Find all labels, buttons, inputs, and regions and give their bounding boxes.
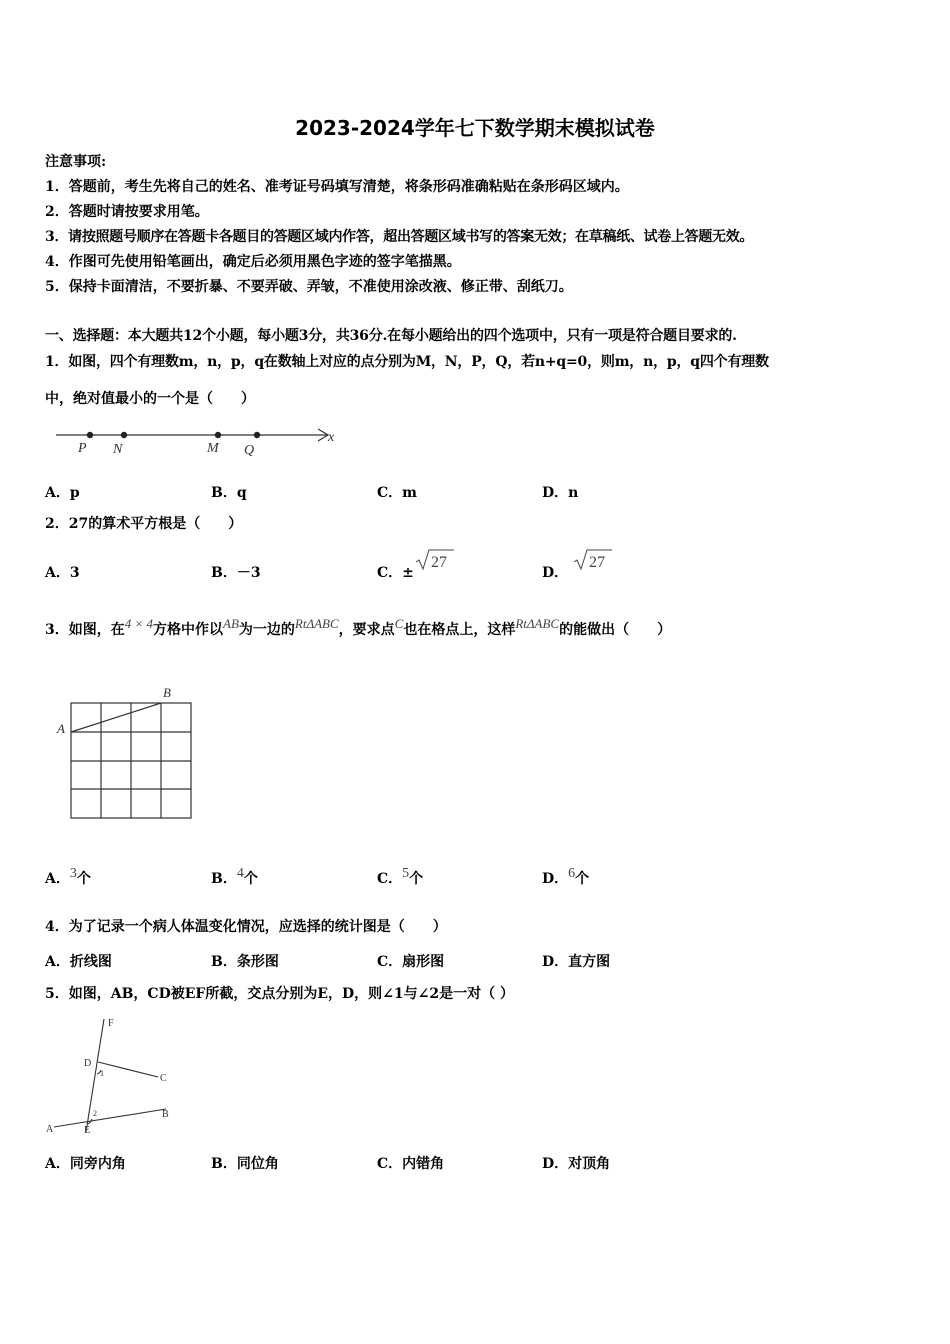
- label-c: C: [160, 1073, 167, 1084]
- q3-math-triangle-2: RtΔABC: [515, 616, 560, 631]
- notice-heading: 注意事项:: [45, 154, 107, 170]
- point-n-label: N: [113, 442, 123, 457]
- q5-option-b[interactable]: B．同位角: [211, 1156, 279, 1172]
- q5-option-c[interactable]: C．内错角: [377, 1156, 445, 1172]
- q5-option-a[interactable]: A．同旁内角: [45, 1156, 126, 1172]
- q1-option-a[interactable]: A．p: [45, 485, 80, 501]
- q5-stem: 5．如图，AB，CD被EF所截，交点分别为E，D，则∠1与∠2是一对（ ）: [45, 986, 514, 1002]
- q2-option-d-radical: [573, 548, 613, 572]
- q4-option-d[interactable]: D．直方图: [542, 954, 611, 970]
- q1-option-d[interactable]: D．n: [542, 485, 579, 501]
- q4-option-c[interactable]: C．扇形图: [377, 954, 445, 970]
- label-e: E: [84, 1125, 91, 1136]
- label-angle-2: 2: [93, 1109, 97, 1118]
- q3-grid-figure: [52, 682, 202, 827]
- q3-math-grid: 4 × 4: [124, 616, 154, 631]
- grid-label-a: A: [57, 721, 65, 736]
- q2-option-d-label: D．: [542, 565, 569, 581]
- axis-x-label: x: [328, 430, 335, 445]
- notice-item-5: 5．保持卡面清洁，不要折暴、不要弄破、弄皱，不准使用涂改液、修正带、刮纸刀。: [45, 279, 573, 295]
- q2-option-d-radicand: 27: [589, 554, 605, 571]
- q3-math-triangle: RtΔABC: [294, 616, 339, 631]
- q4-option-b[interactable]: B．条形图: [211, 954, 279, 970]
- notice-item-3: 3．请按照题号顺序在答题卡各题目的答题区域内作答，超出答题区域书写的答案无效；在草稿纸、试卷上答题无效。: [45, 229, 754, 245]
- q2-option-c-radicand: 27: [431, 554, 447, 571]
- point-m-label: M: [207, 441, 219, 456]
- point-p-label: P: [78, 441, 87, 456]
- q2-option-c-label: C．±: [377, 565, 414, 581]
- grid-label-b: B: [163, 685, 171, 700]
- notice-item-1: 1．答题前，考生先将自己的姓名、准考证号码填写清楚，将条形码准确粘贴在条形码区域内。: [45, 179, 629, 195]
- label-d: D: [84, 1058, 92, 1069]
- q3-option-d[interactable]: D．6个: [542, 866, 590, 887]
- label-f: F: [108, 1018, 114, 1029]
- section-heading: 一、选择题：本大题共12个小题，每小题3分，共36分.在每小题给出的四个选项中，只有一项是符合题目要求的.: [45, 328, 737, 344]
- q3-option-c[interactable]: C．5个: [377, 866, 424, 887]
- q2-option-c[interactable]: [377, 562, 414, 582]
- q4-option-a[interactable]: A．折线图: [45, 954, 112, 970]
- q1-option-c[interactable]: C．m: [377, 485, 417, 501]
- q3-option-a[interactable]: A．3个: [45, 866, 91, 887]
- q3-math-c: C: [394, 616, 404, 631]
- q2-option-d[interactable]: [542, 562, 568, 582]
- q1-stem-line2: 中，绝对值最小的一个是（ ）: [45, 391, 255, 407]
- q1-option-b[interactable]: B．q: [211, 485, 247, 501]
- q1-stem-line1: 1．如图，四个有理数m，n，p，q在数轴上对应的点分别为M，N，P，Q，若n+q=0，则m，n，p，q四个有理数: [45, 354, 769, 370]
- q3-math-ab: AB: [223, 616, 239, 631]
- notice-item-4: 4．作图可先使用铅笔画出，确定后必须用黑色字迹的签字笔描黑。: [45, 254, 461, 270]
- q1-number-line-figure: [50, 424, 340, 458]
- q2-stem: 2．27的算术平方根是（ ）: [45, 516, 243, 532]
- q3-option-b[interactable]: B．4个: [211, 866, 258, 887]
- q2-option-c-radical: [415, 548, 455, 572]
- label-angle-1: 1: [100, 1069, 104, 1078]
- notice-item-2: 2．答题时请按要求用笔。: [45, 204, 209, 220]
- q2-option-b[interactable]: B．－3: [211, 565, 261, 581]
- label-b: B: [162, 1109, 169, 1120]
- page-title: 2023-2024学年七下数学期末模拟试卷: [295, 116, 655, 140]
- label-a: A: [46, 1124, 54, 1135]
- q2-option-a[interactable]: A．3: [45, 565, 80, 581]
- q5-angle-figure: [42, 1014, 182, 1139]
- q5-option-d[interactable]: D．对顶角: [542, 1156, 611, 1172]
- q4-stem: 4．为了记录一个病人体温变化情况，应选择的统计图是（ ）: [45, 919, 447, 935]
- q3-stem: 3．如图，在4 × 4方格中作以AB为一边的RtΔABC，要求点C也在格点上，这样RtΔABC的能做出（ ）: [45, 616, 672, 638]
- point-q-label: Q: [244, 443, 255, 458]
